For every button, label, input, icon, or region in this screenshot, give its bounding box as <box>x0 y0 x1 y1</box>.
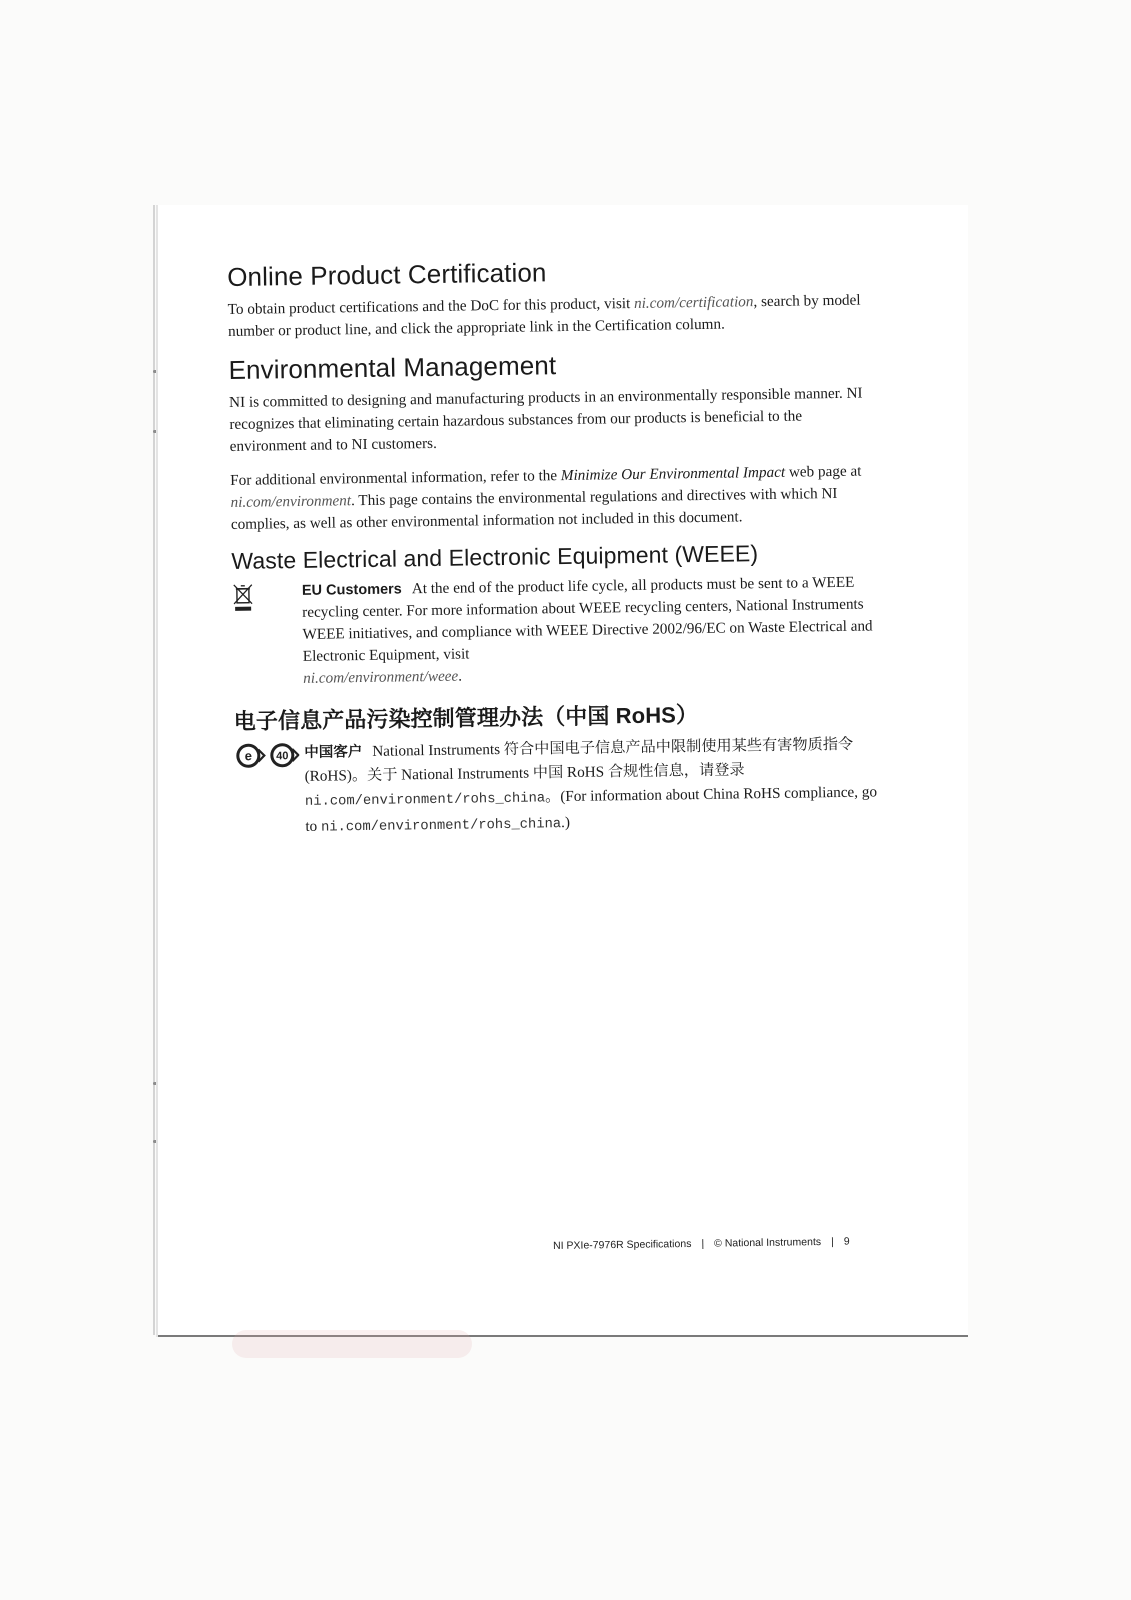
rohs-section <box>234 695 886 842</box>
rohs-body-1: National Instruments 符合中国电子信息产品中限制使用某些有害物质指令(RoHS)。关于 National Instruments 中国 RoHS 合规性信息，请登录 <box>304 735 854 785</box>
footer-page-number: 9 <box>843 1235 850 1248</box>
footer-copyright: © National Instruments <box>714 1236 822 1250</box>
weee-lead: EU Customers <box>301 581 402 599</box>
rohs-block <box>234 732 885 842</box>
rohs-paragraph <box>304 732 885 841</box>
weee-link-end: . <box>458 667 463 685</box>
scan-smudge <box>232 1330 472 1358</box>
footer-separator: | <box>830 1235 834 1248</box>
certification-text-1: To obtain product certifications and the DoC for this product, visit <box>227 294 635 318</box>
environment-section <box>228 345 881 536</box>
rohs-e-icon <box>234 741 266 774</box>
footer-separator: | <box>701 1237 705 1250</box>
rohs-url-1[interactable]: ni.com/environment/rohs_china <box>304 791 546 810</box>
rohs-url-2[interactable]: ni.com/environment/rohs_china <box>320 817 562 836</box>
weee-section <box>231 538 883 691</box>
rohs-lead: 中国客户 <box>304 744 363 761</box>
rohs-body-2: 。(For information about China RoHS compliance, go to <box>305 783 878 835</box>
weee-body: At the end of the product life cycle, all products must be sent to a WEEE recycling center. For more information about WEEE recycling centers, National Instruments WEEE initiatives, and compliance with WEEE Directive 2002/96/EC on Waste Electrical and Electronic Equipment, visit <box>302 573 873 665</box>
certification-link[interactable]: ni.com/certification <box>633 293 754 312</box>
rohs-40-icon <box>267 741 299 774</box>
environment-link[interactable]: ni.com/environment <box>230 492 352 511</box>
certification-text-2: , search by model number or product line, and click the appropriate link in the Certification column. <box>227 291 861 340</box>
rohs-40-label: 40 <box>276 750 289 763</box>
environment-paragraph-2 <box>230 460 881 536</box>
weee-heading: Waste Electrical and Electronic Equipment (WEEE) <box>231 540 759 574</box>
environment-paragraph-1: NI is committed to designing and manufacturing products in an environmentally responsible manner. NI recognizes that eliminating certain hazardous substances from our products is beneficial to the environment and to NI customers. <box>228 384 863 455</box>
environment-page-title: Minimize Our Environmental Impact <box>560 463 786 485</box>
certification-paragraph <box>228 289 879 343</box>
weee-link[interactable]: ni.com/environment/weee <box>303 667 459 687</box>
rohs-heading: 电子信息产品污染控制管理办法（中国 RoHS） <box>233 702 699 734</box>
footer-doc-title: NI PXIe-7976R Specifications <box>553 1237 692 1252</box>
weee-block <box>232 571 884 691</box>
crossed-bin-icon <box>232 583 255 618</box>
page-content <box>227 252 886 856</box>
certification-heading: Online Product Certification <box>227 257 547 292</box>
environment-heading: Environmental Management <box>228 350 557 385</box>
environment-text-b: web page at <box>784 462 862 481</box>
certification-section <box>227 252 878 343</box>
environment-text-a: For additional environmental information, refer to the <box>230 467 561 489</box>
rohs-body-3: .) <box>560 813 571 832</box>
environment-text-c: . This page contains the environmental regulations and directives with which NI complies, as well as other environmental information not included in this document. <box>230 484 838 533</box>
rohs-e-label: e <box>244 748 253 764</box>
weee-paragraph <box>302 571 884 690</box>
